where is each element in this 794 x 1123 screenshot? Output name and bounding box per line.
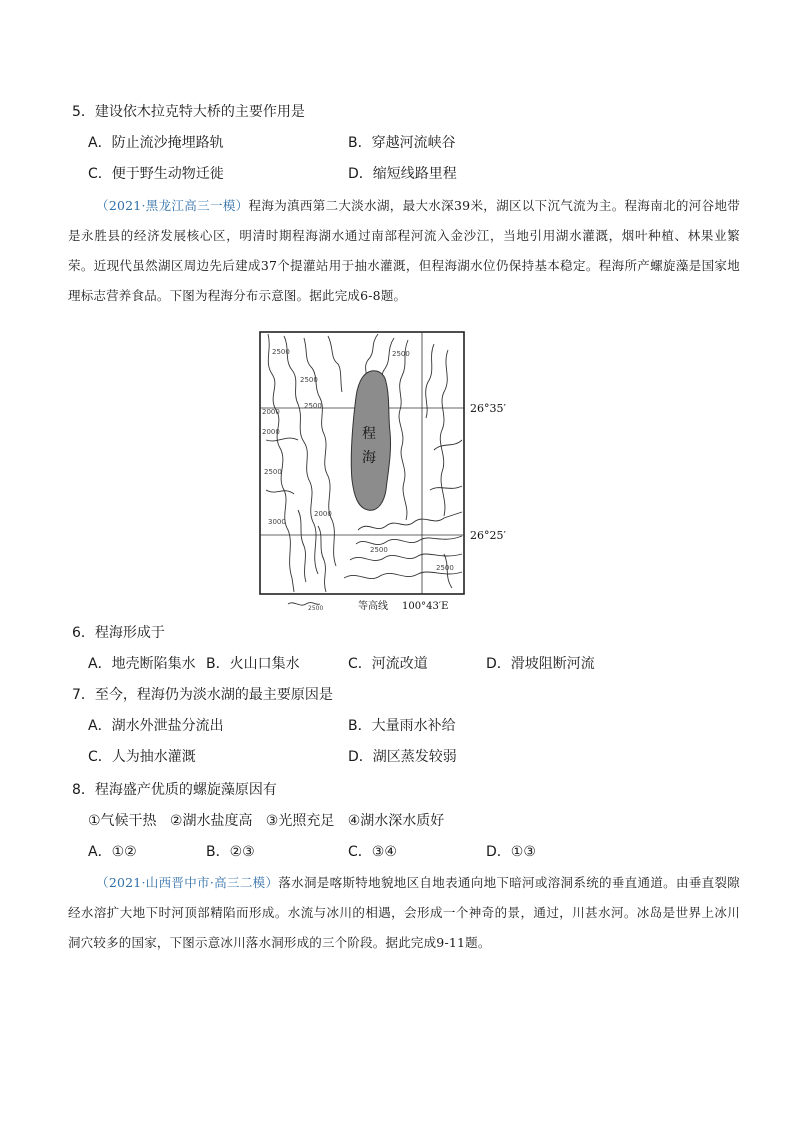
question-8-stem: 8．程海盛产优质的螺旋藻原因有 — [72, 782, 277, 798]
passage-1-source: （2021·黑龙江高三一模） — [96, 198, 249, 213]
q7-option-b: B．大量雨水补给 — [348, 718, 456, 734]
longitude-label: 100°43′E — [402, 601, 449, 612]
q8-option-c: C．③④ — [348, 844, 397, 860]
contour-label: 2500 — [370, 546, 388, 554]
contour-label: 2500 — [300, 376, 318, 384]
passage-2-source: （2021·山西晋中市·高三二模） — [96, 875, 279, 890]
q6-option-a: A．地壳断陷集水 — [88, 656, 196, 672]
passage-2 — [68, 868, 740, 958]
legend-contour-value: 2500 — [308, 605, 324, 612]
contour-label: 2500 — [264, 468, 282, 476]
q8-option-b: B．②③ — [206, 844, 255, 860]
contour-label: 2500 — [392, 350, 410, 358]
lake-label-hai: 海 — [362, 450, 376, 466]
q6-option-c: C．河流改道 — [348, 656, 428, 672]
contour-label: 2500 — [272, 348, 290, 356]
legend-label: 等高线 — [358, 601, 388, 612]
lake-label-cheng: 程 — [362, 426, 376, 442]
question-7-stem: 7．至今，程海仍为淡水湖的最主要原因是 — [72, 687, 333, 703]
contour-label: 2500 — [304, 402, 322, 410]
q7-option-c: C．人为抽水灌溉 — [88, 749, 196, 765]
q7-option-d: D．湖区蒸发较弱 — [348, 749, 457, 765]
contour-label: 2000 — [262, 428, 280, 436]
q5-option-d: D．缩短线路里程 — [348, 166, 457, 182]
latitude-label-bottom: 26°25′ — [470, 529, 506, 542]
q6-option-d: D．滑坡阻断河流 — [486, 656, 595, 672]
q8-option-a: A．①② — [88, 844, 137, 860]
contour-label: 3000 — [268, 518, 286, 526]
contour-label: 2500 — [436, 564, 454, 572]
question-5-stem: 5．建设依木拉克特大桥的主要作用是 — [72, 104, 305, 120]
q6-option-b: B．火山口集水 — [206, 656, 300, 672]
chenghai-distribution-map — [258, 330, 506, 612]
latitude-label-top: 26°35′ — [470, 402, 506, 415]
passage-2-text: 落水洞是喀斯特地貌地区自地表通向地下暗河或溶洞系统的垂直通道。由垂直裂隙经水溶扩大地下时河顶部精陷而形成。水流与冰川的相遇，会形成一个神奇的景，通过，川甚水河。冰岛是世界上冰川洞穴较多的国家，下图示意冰川落水洞形成的三个阶段。据此完成9-11题。 — [68, 875, 740, 950]
q5-option-c: C．便于野生动物迁徙 — [88, 166, 224, 182]
passage-1-text: 程海为滇西第二大淡水湖，最大水深39米，湖区以下沉气流为主。程海南北的河谷地带是永胜县的经济发展核心区，明清时期程海湖水通过南部程河流入金沙江，当地引用湖水灌溉，烟叶种植、林果业繁荣。近现代虽然湖区周边先后建成37个提灌站用于抽水灌溉，但程海湖水位仍保持基本稳定。程海所产螺旋藻是国家地理标志营养食品。下图为程海分布示意图。据此完成6-8题。 — [68, 198, 740, 303]
q8-option-d: D．①③ — [486, 844, 536, 860]
contour-label: 2000 — [262, 408, 280, 416]
q5-option-a: A．防止流沙掩埋路轨 — [88, 135, 224, 151]
q8-statements: ①气候干热 ②湖水盐度高 ③光照充足 ④湖水深水质好 — [88, 813, 445, 829]
q5-option-b: B．穿越河流峡谷 — [348, 135, 456, 151]
q7-option-a: A．湖水外泄盐分流出 — [88, 718, 224, 734]
contour-label: 2000 — [314, 510, 332, 518]
passage-1 — [68, 191, 740, 311]
question-6-stem: 6．程海形成于 — [72, 625, 165, 641]
